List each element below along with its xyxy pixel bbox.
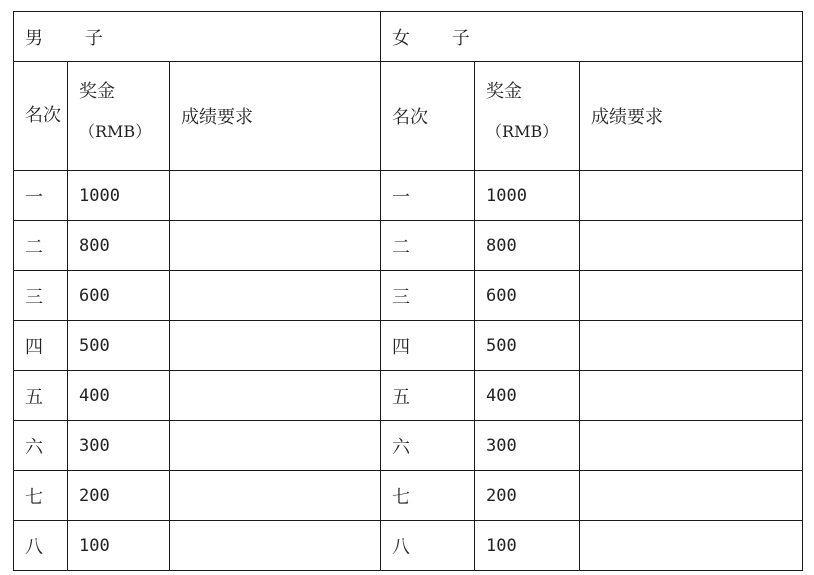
table-row	[14, 321, 803, 371]
male-prize-header	[68, 62, 170, 171]
table-row	[14, 271, 803, 321]
female-requirement-cell	[580, 521, 803, 571]
female-prize-cell: 1000	[475, 171, 580, 221]
female-requirement-cell	[580, 171, 803, 221]
prize-table	[13, 11, 803, 571]
female-requirement-cell	[580, 371, 803, 421]
male-prize-cell: 600	[68, 271, 170, 321]
female-rank-cell: 七	[381, 471, 475, 521]
female-prize-cell: 100	[475, 521, 580, 571]
male-prize-cell: 300	[68, 421, 170, 471]
table-row	[14, 521, 803, 571]
male-prize-unit: （RMB）	[79, 122, 152, 141]
female-prize-unit: （RMB）	[486, 122, 559, 141]
female-prize-cell: 600	[475, 271, 580, 321]
male-prize-cell: 400	[68, 371, 170, 421]
female-rank-cell: 五	[381, 371, 475, 421]
male-prize-cell: 500	[68, 321, 170, 371]
female-requirement-cell	[580, 421, 803, 471]
male-prize-label: 奖金	[79, 81, 115, 102]
male-requirement-cell	[170, 271, 381, 321]
male-prize-cell: 800	[68, 221, 170, 271]
female-rank-cell: 三	[381, 271, 475, 321]
table-row	[14, 171, 803, 221]
male-rank-cell: 六	[14, 421, 68, 471]
table-row	[14, 371, 803, 421]
male-group-label: 男 子	[14, 12, 381, 62]
female-requirement-header: 成绩要求	[580, 62, 803, 171]
female-rank-cell: 一	[381, 171, 475, 221]
male-requirement-cell	[170, 171, 381, 221]
female-prize-cell: 500	[475, 321, 580, 371]
female-prize-label: 奖金	[486, 81, 523, 102]
male-rank-cell: 八	[14, 521, 68, 571]
male-requirement-cell	[170, 471, 381, 521]
male-rank-cell: 二	[14, 221, 68, 271]
male-rank-cell: 五	[14, 371, 68, 421]
male-prize-cell: 200	[68, 471, 170, 521]
group-header-row	[14, 12, 803, 62]
female-prize-cell: 300	[475, 421, 580, 471]
female-requirement-cell	[580, 221, 803, 271]
male-prize-cell: 100	[68, 521, 170, 571]
male-requirement-cell	[170, 321, 381, 371]
male-requirement-cell	[170, 221, 381, 271]
female-prize-header	[475, 62, 580, 171]
female-requirement-cell	[580, 471, 803, 521]
column-header-row	[14, 62, 803, 171]
female-prize-cell: 200	[475, 471, 580, 521]
female-rank-cell: 六	[381, 421, 475, 471]
female-requirement-cell	[580, 271, 803, 321]
table-row	[14, 421, 803, 471]
female-requirement-cell	[580, 321, 803, 371]
male-requirement-cell	[170, 421, 381, 471]
female-group-label: 女 子	[381, 12, 803, 62]
male-requirement-cell	[170, 521, 381, 571]
male-rank-cell: 七	[14, 471, 68, 521]
female-prize-cell: 400	[475, 371, 580, 421]
male-rank-header: 名次	[14, 62, 68, 171]
male-rank-cell: 四	[14, 321, 68, 371]
female-rank-header: 名次	[381, 62, 475, 171]
female-prize-cell: 800	[475, 221, 580, 271]
female-rank-cell: 八	[381, 521, 475, 571]
table-row	[14, 471, 803, 521]
female-rank-cell: 二	[381, 221, 475, 271]
male-requirement-header: 成绩要求	[170, 62, 381, 171]
male-rank-cell: 三	[14, 271, 68, 321]
male-rank-cell: 一	[14, 171, 68, 221]
female-rank-cell: 四	[381, 321, 475, 371]
table-row	[14, 221, 803, 271]
male-requirement-cell	[170, 371, 381, 421]
male-prize-cell: 1000	[68, 171, 170, 221]
